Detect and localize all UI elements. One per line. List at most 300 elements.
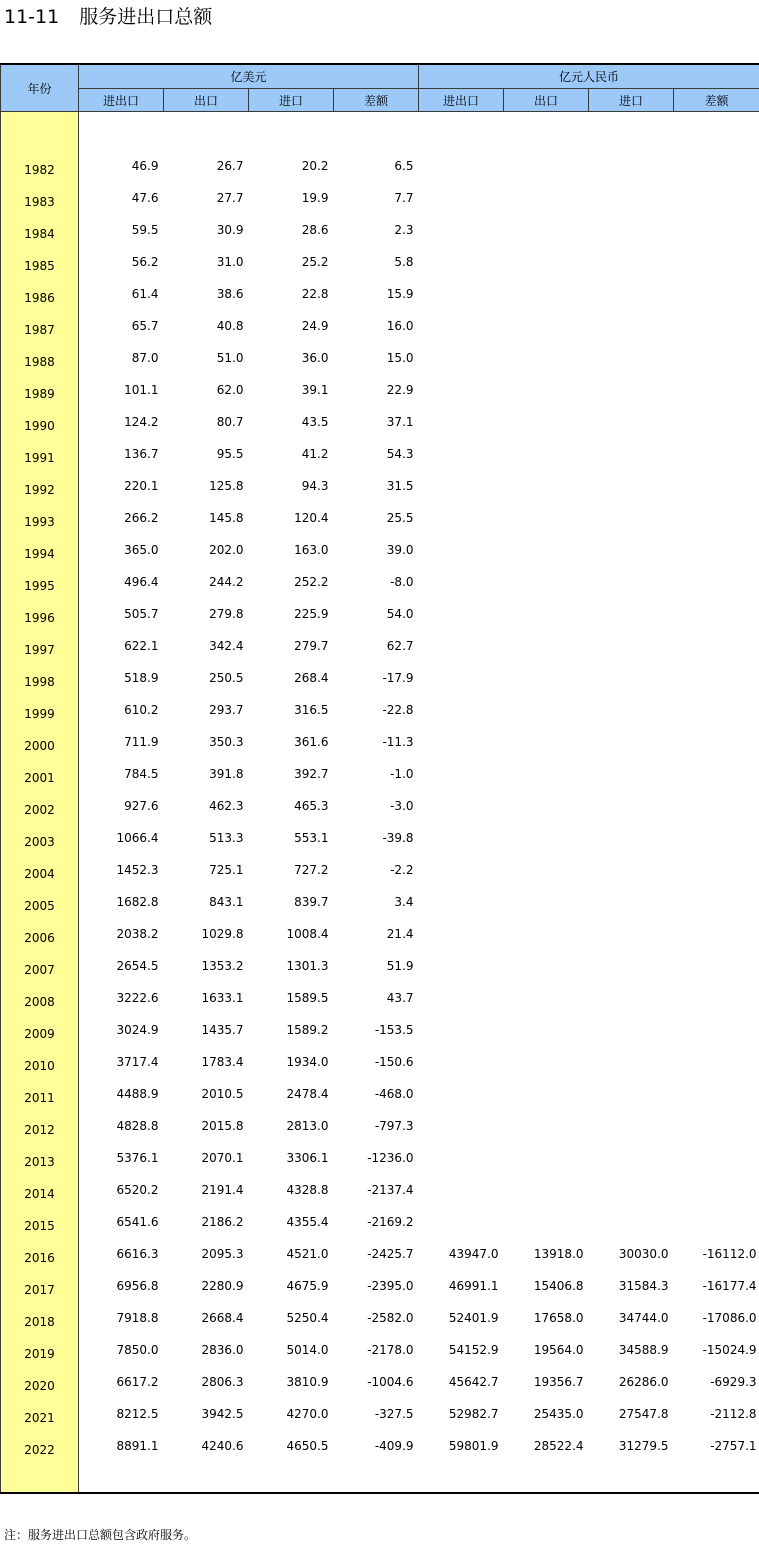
value-cell: 1029.8 — [201, 927, 244, 941]
value-cell — [589, 822, 674, 854]
value-cell: 1589.5 — [286, 991, 329, 1005]
value-cell — [419, 854, 504, 886]
value-cell — [504, 150, 589, 182]
value-cell — [674, 854, 759, 886]
value-cell — [419, 406, 504, 438]
year-cell: 1998 — [1, 662, 79, 694]
value-cell: 15.9 — [386, 287, 414, 301]
value-cell: 7850.0 — [116, 1343, 159, 1357]
value-cell: 392.7 — [294, 767, 329, 781]
value-cell: 4270.0 — [286, 1407, 329, 1421]
value-cell: 2038.2 — [116, 927, 159, 941]
value-cell — [419, 374, 504, 406]
value-cell: 3810.9 — [286, 1375, 329, 1389]
table-row — [1, 310, 759, 342]
value-cell: -15024.9 — [702, 1343, 757, 1357]
value-cell: 2813.0 — [286, 1119, 329, 1133]
value-cell — [674, 1142, 759, 1174]
value-cell: 163.0 — [294, 543, 329, 557]
value-cell — [504, 1014, 589, 1046]
value-cell: 65.7 — [131, 319, 159, 333]
year-cell: 1999 — [1, 694, 79, 726]
table-row — [1, 566, 759, 598]
value-cell: 8212.5 — [116, 1407, 159, 1421]
value-cell — [504, 662, 589, 694]
value-cell: 843.1 — [209, 895, 244, 909]
table-row — [1, 1142, 759, 1174]
value-cell — [504, 598, 589, 630]
value-cell — [589, 502, 674, 534]
year-cell: 2005 — [1, 886, 79, 918]
value-cell: 62.7 — [386, 639, 414, 653]
value-cell: 8891.1 — [116, 1439, 159, 1453]
table-row — [1, 950, 759, 982]
value-cell — [419, 886, 504, 918]
value-cell — [419, 790, 504, 822]
value-cell: 16.0 — [386, 319, 414, 333]
value-cell: 31584.3 — [618, 1279, 669, 1293]
value-cell: 46.9 — [131, 159, 159, 173]
value-cell — [419, 182, 504, 214]
value-cell: -17086.0 — [702, 1311, 757, 1325]
table-row — [1, 278, 759, 310]
value-cell — [419, 438, 504, 470]
table-row — [1, 1078, 759, 1110]
year-cell: 2015 — [1, 1206, 79, 1238]
value-cell: 28522.4 — [533, 1439, 584, 1453]
value-cell — [504, 694, 589, 726]
value-cell — [589, 150, 674, 182]
table-row — [1, 598, 759, 630]
value-cell — [589, 662, 674, 694]
value-cell: 7.7 — [394, 191, 414, 205]
value-cell: 711.9 — [124, 735, 159, 749]
value-cell: 1008.4 — [286, 927, 329, 941]
value-cell: 56.2 — [131, 255, 159, 269]
year-cell: 1993 — [1, 502, 79, 534]
value-cell: 51.9 — [386, 959, 414, 973]
value-cell: -2582.0 — [367, 1311, 414, 1325]
value-cell — [419, 758, 504, 790]
value-cell — [419, 1014, 504, 1046]
year-cell: 1996 — [1, 598, 79, 630]
table-row — [1, 886, 759, 918]
year-cell: 2004 — [1, 854, 79, 886]
value-cell: 25.2 — [301, 255, 329, 269]
value-cell — [674, 1078, 759, 1110]
value-cell — [589, 726, 674, 758]
value-cell: 17658.0 — [533, 1311, 584, 1325]
table-row — [1, 1206, 759, 1238]
year-cell: 2021 — [1, 1398, 79, 1430]
value-cell — [589, 1046, 674, 1078]
year-cell: 2000 — [1, 726, 79, 758]
value-cell: 4355.4 — [286, 1215, 329, 1229]
value-cell: 2280.9 — [201, 1279, 244, 1293]
value-cell: 47.6 — [131, 191, 159, 205]
value-cell — [504, 182, 589, 214]
value-cell: 462.3 — [209, 799, 244, 813]
value-cell — [504, 630, 589, 662]
value-cell: -2757.1 — [710, 1439, 757, 1453]
value-cell: 34588.9 — [618, 1343, 669, 1357]
value-cell — [419, 214, 504, 246]
value-cell: -11.3 — [382, 735, 414, 749]
value-cell: -2.2 — [390, 863, 414, 877]
value-cell: 51.0 — [216, 351, 244, 365]
value-cell — [674, 822, 759, 854]
value-cell: 2095.3 — [201, 1247, 244, 1261]
column-header: 进出口 — [419, 89, 504, 112]
value-cell: 5014.0 — [286, 1343, 329, 1357]
value-cell: 2070.1 — [201, 1151, 244, 1165]
value-cell: 3024.9 — [116, 1023, 159, 1037]
value-cell: 125.8 — [209, 479, 244, 493]
table-row — [1, 726, 759, 758]
value-cell: 31.0 — [216, 255, 244, 269]
value-cell: 43.5 — [301, 415, 329, 429]
table-row — [1, 214, 759, 246]
value-cell — [674, 150, 759, 182]
value-cell — [674, 566, 759, 598]
value-cell: 54.0 — [386, 607, 414, 621]
value-cell: 19564.0 — [533, 1343, 584, 1357]
value-cell — [674, 214, 759, 246]
column-header: 进口 — [589, 89, 674, 112]
value-cell — [674, 406, 759, 438]
value-cell: 6520.2 — [116, 1183, 159, 1197]
table-row — [1, 342, 759, 374]
year-cell: 2010 — [1, 1046, 79, 1078]
value-cell — [674, 726, 759, 758]
value-cell: 1633.1 — [201, 991, 244, 1005]
year-cell: 2009 — [1, 1014, 79, 1046]
value-cell — [674, 182, 759, 214]
value-cell — [674, 598, 759, 630]
year-cell: 2008 — [1, 982, 79, 1014]
tail-row — [1, 1462, 759, 1493]
value-cell: 1589.2 — [286, 1023, 329, 1037]
value-cell: -22.8 — [382, 703, 414, 717]
value-cell: 1301.3 — [286, 959, 329, 973]
value-cell — [504, 726, 589, 758]
value-cell: 2191.4 — [201, 1183, 244, 1197]
value-cell — [589, 374, 674, 406]
year-cell: 2018 — [1, 1302, 79, 1334]
value-cell: 52401.9 — [448, 1311, 499, 1325]
value-cell — [674, 534, 759, 566]
value-cell: -150.6 — [374, 1055, 414, 1069]
value-cell: 220.1 — [124, 479, 159, 493]
value-cell: 2015.8 — [201, 1119, 244, 1133]
table-number: 11-11 — [4, 6, 60, 28]
year-cell: 2007 — [1, 950, 79, 982]
value-cell: 54152.9 — [448, 1343, 499, 1357]
value-cell — [589, 982, 674, 1014]
value-cell: 3717.4 — [116, 1055, 159, 1069]
value-cell: -2112.8 — [710, 1407, 757, 1421]
value-cell: 36.0 — [301, 351, 329, 365]
value-cell — [674, 1206, 759, 1238]
year-cell: 2013 — [1, 1142, 79, 1174]
table-row — [1, 1398, 759, 1430]
value-cell — [589, 438, 674, 470]
year-cell: 1990 — [1, 406, 79, 438]
value-cell — [504, 566, 589, 598]
value-cell: -1004.6 — [367, 1375, 414, 1389]
value-cell — [419, 694, 504, 726]
value-cell: 31.5 — [386, 479, 414, 493]
value-cell — [504, 886, 589, 918]
value-cell: -8.0 — [390, 575, 414, 589]
value-cell — [504, 214, 589, 246]
value-cell — [674, 470, 759, 502]
value-cell: 52982.7 — [448, 1407, 499, 1421]
value-cell: 26.7 — [216, 159, 244, 173]
value-cell: 15406.8 — [533, 1279, 584, 1293]
value-cell — [504, 342, 589, 374]
value-cell: 27547.8 — [618, 1407, 669, 1421]
value-cell: 145.8 — [209, 511, 244, 525]
value-cell — [504, 1078, 589, 1110]
value-cell: 6617.2 — [116, 1375, 159, 1389]
value-cell: -2137.4 — [367, 1183, 414, 1197]
value-cell: 927.6 — [124, 799, 159, 813]
value-cell — [419, 1206, 504, 1238]
value-cell: 4240.6 — [201, 1439, 244, 1453]
value-cell: 2836.0 — [201, 1343, 244, 1357]
value-cell: -6929.3 — [710, 1375, 757, 1389]
value-cell: 40.8 — [216, 319, 244, 333]
year-cell: 1992 — [1, 470, 79, 502]
services-trade-table — [0, 63, 759, 1494]
year-cell: 2011 — [1, 1078, 79, 1110]
value-cell: 293.7 — [209, 703, 244, 717]
value-cell: 727.2 — [294, 863, 329, 877]
value-cell: 87.0 — [131, 351, 159, 365]
value-cell: 13918.0 — [533, 1247, 584, 1261]
value-cell: 27.7 — [216, 191, 244, 205]
value-cell — [674, 374, 759, 406]
column-header: 出口 — [504, 89, 589, 112]
value-cell — [419, 982, 504, 1014]
value-cell: 30030.0 — [618, 1247, 669, 1261]
table-title — [4, 4, 212, 30]
value-cell — [589, 854, 674, 886]
value-cell — [589, 310, 674, 342]
value-cell: 342.4 — [209, 639, 244, 653]
value-cell: 1353.2 — [201, 959, 244, 973]
value-cell — [674, 790, 759, 822]
table-row — [1, 630, 759, 662]
value-cell — [589, 1014, 674, 1046]
value-cell: 4521.0 — [286, 1247, 329, 1261]
value-cell: 784.5 — [124, 767, 159, 781]
value-cell — [674, 630, 759, 662]
value-cell: 1682.8 — [116, 895, 159, 909]
value-cell: 244.2 — [209, 575, 244, 589]
value-cell: 101.1 — [124, 383, 159, 397]
value-cell — [674, 1174, 759, 1206]
table-row — [1, 854, 759, 886]
year-cell: 1982 — [1, 150, 79, 182]
value-cell — [674, 278, 759, 310]
year-cell: 1987 — [1, 310, 79, 342]
value-cell — [589, 950, 674, 982]
year-cell: 1994 — [1, 534, 79, 566]
value-cell — [674, 342, 759, 374]
value-cell: 725.1 — [209, 863, 244, 877]
table-row — [1, 1046, 759, 1078]
value-cell — [674, 1046, 759, 1078]
value-cell: 6616.3 — [116, 1247, 159, 1261]
value-cell — [419, 662, 504, 694]
value-cell: -16112.0 — [702, 1247, 757, 1261]
value-cell — [589, 534, 674, 566]
value-cell — [419, 502, 504, 534]
value-cell: -2395.0 — [367, 1279, 414, 1293]
value-cell: 4675.9 — [286, 1279, 329, 1293]
column-header: 进出口 — [79, 89, 164, 112]
value-cell — [589, 1078, 674, 1110]
value-cell: -327.5 — [374, 1407, 414, 1421]
value-cell: 6541.6 — [116, 1215, 159, 1229]
value-cell: -2425.7 — [367, 1247, 414, 1261]
value-cell — [589, 1174, 674, 1206]
value-cell — [419, 470, 504, 502]
value-cell — [589, 694, 674, 726]
table-row — [1, 1110, 759, 1142]
value-cell: 54.3 — [386, 447, 414, 461]
value-cell: 46991.1 — [448, 1279, 499, 1293]
value-cell — [419, 822, 504, 854]
year-header: 年份 — [1, 64, 79, 112]
table-row — [1, 406, 759, 438]
value-cell: -2169.2 — [367, 1215, 414, 1229]
table-row — [1, 822, 759, 854]
value-cell — [589, 630, 674, 662]
year-cell: 2014 — [1, 1174, 79, 1206]
table-row — [1, 982, 759, 1014]
value-cell: 1435.7 — [201, 1023, 244, 1037]
value-cell: 1452.3 — [116, 863, 159, 877]
value-cell — [674, 310, 759, 342]
value-cell: 839.7 — [294, 895, 329, 909]
table-row — [1, 246, 759, 278]
value-cell — [504, 502, 589, 534]
value-cell — [504, 310, 589, 342]
value-cell: 2654.5 — [116, 959, 159, 973]
value-cell: 518.9 — [124, 671, 159, 685]
value-cell: 465.3 — [294, 799, 329, 813]
value-cell: 3222.6 — [116, 991, 159, 1005]
value-cell: 95.5 — [216, 447, 244, 461]
year-cell: 2022 — [1, 1430, 79, 1462]
table-row — [1, 1366, 759, 1398]
value-cell: 61.4 — [131, 287, 159, 301]
value-cell — [589, 1110, 674, 1142]
value-cell — [674, 758, 759, 790]
table-row — [1, 694, 759, 726]
value-cell — [589, 918, 674, 950]
value-cell: 136.7 — [124, 447, 159, 461]
year-cell: 2016 — [1, 1238, 79, 1270]
value-cell — [504, 374, 589, 406]
year-cell: 1985 — [1, 246, 79, 278]
value-cell — [589, 342, 674, 374]
value-cell: 505.7 — [124, 607, 159, 621]
value-cell: 4328.8 — [286, 1183, 329, 1197]
value-cell: -797.3 — [374, 1119, 414, 1133]
value-cell — [419, 566, 504, 598]
value-cell — [674, 246, 759, 278]
year-cell: 1983 — [1, 182, 79, 214]
value-cell — [674, 886, 759, 918]
value-cell — [504, 822, 589, 854]
year-cell: 2012 — [1, 1110, 79, 1142]
table-body — [1, 112, 759, 1494]
value-cell: 80.7 — [216, 415, 244, 429]
value-cell — [674, 982, 759, 1014]
value-cell: -1236.0 — [367, 1151, 414, 1165]
value-cell: 1066.4 — [116, 831, 159, 845]
value-cell: 2186.2 — [201, 1215, 244, 1229]
value-cell — [504, 758, 589, 790]
value-cell — [674, 1014, 759, 1046]
table-row — [1, 438, 759, 470]
value-cell: 316.5 — [294, 703, 329, 717]
value-cell: 1934.0 — [286, 1055, 329, 1069]
value-cell: -39.8 — [382, 831, 414, 845]
value-cell — [504, 1142, 589, 1174]
value-cell: 41.2 — [301, 447, 329, 461]
value-cell: 22.9 — [386, 383, 414, 397]
year-cell: 2003 — [1, 822, 79, 854]
value-cell — [589, 758, 674, 790]
table-row — [1, 1014, 759, 1046]
value-cell: 5250.4 — [286, 1311, 329, 1325]
value-cell — [674, 694, 759, 726]
value-cell: 62.0 — [216, 383, 244, 397]
column-header: 差额 — [674, 89, 759, 112]
value-cell — [674, 918, 759, 950]
value-cell — [419, 246, 504, 278]
value-cell: 266.2 — [124, 511, 159, 525]
value-cell: 38.6 — [216, 287, 244, 301]
value-cell — [419, 1078, 504, 1110]
value-cell — [419, 1174, 504, 1206]
rmb-group-header: 亿元人民币 — [419, 64, 759, 89]
value-cell: 6.5 — [394, 159, 414, 173]
value-cell: 225.9 — [294, 607, 329, 621]
value-cell: 361.6 — [294, 735, 329, 749]
value-cell: 365.0 — [124, 543, 159, 557]
value-cell — [419, 726, 504, 758]
value-cell — [589, 406, 674, 438]
value-cell — [419, 1110, 504, 1142]
value-cell: 202.0 — [209, 543, 244, 557]
value-cell: 279.8 — [209, 607, 244, 621]
value-cell: 39.0 — [386, 543, 414, 557]
table-row — [1, 470, 759, 502]
value-cell — [504, 790, 589, 822]
value-cell — [504, 1046, 589, 1078]
column-header: 进口 — [249, 89, 334, 112]
table-row — [1, 150, 759, 182]
value-cell — [419, 598, 504, 630]
usd-group-header: 亿美元 — [79, 64, 419, 89]
value-cell: 279.7 — [294, 639, 329, 653]
